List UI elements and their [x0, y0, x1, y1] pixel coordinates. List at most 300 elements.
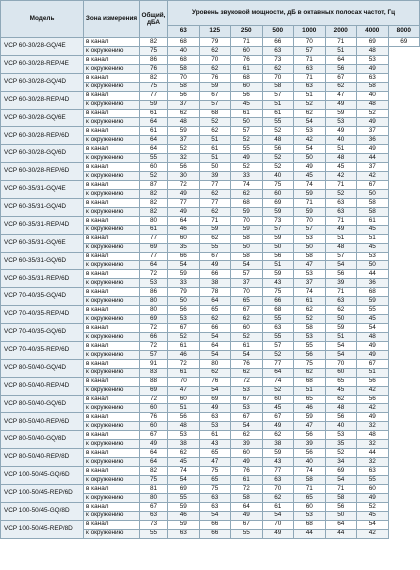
band-level-cell: 62 [168, 109, 200, 118]
band-level-cell: 77 [262, 359, 294, 368]
band-level-cell: 38 [168, 440, 200, 449]
band-level-cell: 73 [262, 55, 294, 64]
band-level-cell: 67 [231, 395, 263, 404]
band-level-cell: 62 [294, 368, 326, 377]
band-level-cell: 49 [325, 127, 357, 136]
model-name-cell: VCP 100-50/45-GQ/8D [1, 502, 84, 520]
table-row [1, 324, 420, 333]
band-level-cell: 42 [357, 404, 389, 413]
band-level-cell: 70 [199, 55, 231, 64]
total-level-cell: 91 [140, 359, 168, 368]
frequency-header-4000: 4000 [357, 26, 389, 38]
band-level-cell: 52 [199, 118, 231, 127]
table-header [1, 1, 420, 38]
band-level-cell: 56 [262, 145, 294, 154]
band-level-cell: 55 [168, 493, 200, 502]
band-level-cell: 52 [231, 163, 263, 172]
band-level-cell: 54 [262, 511, 294, 520]
total-level-cell: 81 [140, 484, 168, 493]
zone-cell: к окружению [84, 440, 140, 449]
table-row [1, 55, 420, 64]
total-level-cell: 73 [140, 520, 168, 529]
total-level-cell: 69 [140, 386, 168, 395]
table-row [1, 431, 420, 440]
band-level-cell: 69 [262, 198, 294, 207]
band-level-cell: 55 [231, 529, 263, 538]
total-level-cell: 80 [140, 216, 168, 225]
band-level-cell: 48 [357, 431, 389, 440]
total-level-cell: 67 [140, 431, 168, 440]
band-level-cell: 56 [294, 431, 326, 440]
table-row [1, 377, 420, 386]
band-level-cell: 42 [357, 529, 389, 538]
band-level-cell: 62 [199, 189, 231, 198]
band-level-cell: 35 [168, 243, 200, 252]
model-name-cell: VCP 60-35/31-GQ/6D [1, 252, 84, 270]
zone-cell: к окружению [84, 422, 140, 431]
band-level-cell: 65 [199, 306, 231, 315]
band-level-cell: 60 [294, 502, 326, 511]
band-level-cell: 55 [357, 475, 389, 484]
total-level-cell: 77 [140, 91, 168, 100]
band-level-cell: 56 [168, 306, 200, 315]
band-level-cell: 57 [231, 127, 263, 136]
band-level-cell: 38 [199, 279, 231, 288]
total-level-cell: 49 [140, 440, 168, 449]
band-level-cell: 44 [325, 529, 357, 538]
total-level-cell: 72 [140, 395, 168, 404]
band-level-cell: 56 [325, 502, 357, 511]
model-name-cell: VCP 80-50/40-GQ/6D [1, 395, 84, 413]
total-level-cell: 82 [140, 73, 168, 82]
band-level-cell: 53 [294, 332, 326, 341]
total-level-cell: 72 [140, 341, 168, 350]
band-level-cell: 45 [357, 225, 389, 234]
band-level-cell: 75 [294, 359, 326, 368]
band-level-cell: 51 [325, 145, 357, 154]
band-level-cell: 74 [168, 467, 200, 476]
band-level-cell: 48 [325, 154, 357, 163]
band-level-cell: 60 [357, 484, 389, 493]
model-name-cell: VCP 70-40/35-REP/4D [1, 306, 84, 324]
band-level-cell: 49 [357, 64, 389, 73]
band-level-cell: 71 [294, 484, 326, 493]
band-level-cell: 61 [199, 145, 231, 154]
band-level-cell: 63 [357, 467, 389, 476]
band-level-cell: 71 [199, 216, 231, 225]
table-row [1, 341, 420, 350]
band-level-cell: 40 [262, 172, 294, 181]
band-level-cell: 77 [168, 198, 200, 207]
band-level-cell: 53 [231, 404, 263, 413]
band-level-cell: 56 [325, 64, 357, 73]
band-level-cell: 54 [199, 511, 231, 520]
band-level-cell: 48 [168, 422, 200, 431]
band-level-cell: 45 [357, 315, 389, 324]
total-level-cell: 72 [140, 270, 168, 279]
band-level-cell: 67 [199, 252, 231, 261]
band-level-cell: 53 [294, 234, 326, 243]
band-level-cell: 67 [231, 306, 263, 315]
band-level-cell: 65 [199, 449, 231, 458]
band-level-cell: 32 [357, 440, 389, 449]
band-level-cell: 56 [168, 413, 200, 422]
band-level-cell: 57 [262, 91, 294, 100]
frequency-header-63: 63 [168, 26, 200, 38]
zone-cell: в канал [84, 163, 140, 172]
total-level-cell: 69 [140, 315, 168, 324]
band-level-cell: 58 [294, 324, 326, 333]
band-level-cell: 63 [325, 198, 357, 207]
band-level-cell: 55 [262, 332, 294, 341]
band-level-cell: 44 [357, 270, 389, 279]
band-level-cell: 54 [294, 145, 326, 154]
band-level-cell: 61 [231, 64, 263, 73]
band-level-cell: 73 [262, 216, 294, 225]
band-level-cell: 54 [168, 475, 200, 484]
band-level-cell: 64 [199, 341, 231, 350]
table-row [1, 163, 420, 172]
zone-cell: к окружению [84, 189, 140, 198]
band-level-cell: 50 [325, 511, 357, 520]
band-level-cell: 60 [262, 189, 294, 198]
band-level-cell: 62 [231, 431, 263, 440]
band-level-cell: 40 [357, 91, 389, 100]
table-body [1, 38, 420, 539]
band-level-cell: 48 [168, 118, 200, 127]
table-row [1, 109, 420, 118]
band-level-cell: 71 [325, 216, 357, 225]
band-level-cell: 50 [294, 154, 326, 163]
band-level-cell: 47 [294, 422, 326, 431]
zone-cell: в канал [84, 127, 140, 136]
band-level-cell: 49 [325, 100, 357, 109]
band-level-cell: 55 [294, 341, 326, 350]
band-level-cell: 56 [325, 270, 357, 279]
band-level-cell: 54 [325, 350, 357, 359]
band-level-cell: 58 [231, 493, 263, 502]
band-level-cell: 51 [168, 404, 200, 413]
total-level-cell: 53 [140, 279, 168, 288]
band-level-cell: 48 [262, 136, 294, 145]
band-level-cell: 64 [199, 297, 231, 306]
zone-cell: к окружению [84, 136, 140, 145]
zone-cell: в канал [84, 520, 140, 529]
band-level-cell: 79 [168, 288, 200, 297]
band-level-cell: 54 [357, 324, 389, 333]
total-level-cell: 64 [140, 261, 168, 270]
band-level-cell: 32 [168, 154, 200, 163]
band-level-cell: 50 [231, 243, 263, 252]
zone-cell: к окружению [84, 350, 140, 359]
band-level-cell: 51 [357, 368, 389, 377]
band-level-cell: 54 [231, 422, 263, 431]
model-name-cell: VCP 60-30/28-GQ/6D [1, 145, 84, 163]
band-level-cell: 49 [231, 458, 263, 467]
band-level-cell: 46 [294, 404, 326, 413]
band-level-cell: 53 [357, 55, 389, 64]
band-level-cell: 77 [262, 467, 294, 476]
band-level-cell: 52 [262, 127, 294, 136]
band-level-cell: 68 [199, 109, 231, 118]
band-level-cell: 54 [325, 341, 357, 350]
band-level-cell: 52 [168, 145, 200, 154]
total-level-cell: 75 [140, 82, 168, 91]
table-row [1, 395, 420, 404]
band-level-cell: 61 [231, 341, 263, 350]
zone-cell: к окружению [84, 493, 140, 502]
band-level-cell: 39 [231, 440, 263, 449]
band-level-cell: 33 [231, 172, 263, 181]
zone-cell: в канал [84, 484, 140, 493]
band-level-cell: 68 [168, 55, 200, 64]
band-level-cell: 51 [262, 261, 294, 270]
band-level-cell: 65 [325, 377, 357, 386]
band-level-cell: 70 [168, 73, 200, 82]
band-level-cell: 62 [294, 109, 326, 118]
band-level-cell: 48 [325, 404, 357, 413]
band-level-cell: 49 [325, 225, 357, 234]
band-level-cell: 49 [357, 413, 389, 422]
band-level-cell: 43 [262, 279, 294, 288]
total-level-cell: 61 [140, 109, 168, 118]
band-level-cell: 34 [325, 458, 357, 467]
band-level-cell: 33 [168, 279, 200, 288]
band-level-cell: 36 [357, 136, 389, 145]
band-level-cell: 66 [262, 38, 294, 47]
model-name-cell: VCP 60-35/31-GQ/4D [1, 198, 84, 216]
table-row [1, 502, 420, 511]
band-level-cell: 60 [231, 46, 263, 55]
band-level-cell: 61 [168, 368, 200, 377]
table-row [1, 306, 420, 315]
model-name-cell: VCP 80-50/40-GQ/4D [1, 359, 84, 377]
zone-cell: к окружению [84, 261, 140, 270]
band-level-cell: 63 [294, 64, 326, 73]
band-level-cell: 78 [199, 288, 231, 297]
band-level-cell: 56 [294, 449, 326, 458]
band-level-cell: 67 [357, 359, 389, 368]
model-name-cell: VCP 60-30/28-REP/4E [1, 55, 84, 73]
band-level-cell: 42 [294, 136, 326, 145]
band-level-cell: 71 [294, 198, 326, 207]
band-level-cell: 43 [199, 440, 231, 449]
band-level-cell: 59 [168, 127, 200, 136]
band-level-cell: 47 [168, 386, 200, 395]
band-level-cell: 37 [168, 136, 200, 145]
bands-group-header: Уровень звуковой мощности, дБ в октавных полосах частот, Гц [168, 1, 420, 26]
band-level-cell: 69 [388, 38, 420, 47]
band-level-cell: 76 [199, 377, 231, 386]
band-level-cell: 56 [168, 163, 200, 172]
band-level-cell: 64 [168, 216, 200, 225]
band-level-cell: 37 [294, 279, 326, 288]
band-level-cell: 37 [168, 100, 200, 109]
model-name-cell: VCP 60-35/31-REP/4D [1, 216, 84, 234]
model-name-cell: VCP 60-30/28-GQ/4D [1, 73, 84, 91]
band-level-cell: 70 [262, 520, 294, 529]
band-level-cell: 62 [325, 395, 357, 404]
band-level-cell: 66 [262, 297, 294, 306]
model-name-cell: VCP 60-30/28-REP/6D [1, 127, 84, 145]
band-level-cell: 65 [294, 493, 326, 502]
band-level-cell: 58 [357, 198, 389, 207]
total-level-cell: 75 [140, 475, 168, 484]
band-level-cell: 42 [357, 386, 389, 395]
band-level-cell: 52 [168, 332, 200, 341]
band-level-cell: 53 [325, 431, 357, 440]
zone-cell: в канал [84, 73, 140, 82]
band-level-cell: 54 [231, 261, 263, 270]
zone-cell: в канал [84, 431, 140, 440]
band-level-cell: 61 [262, 109, 294, 118]
band-level-cell: 53 [231, 386, 263, 395]
table-row [1, 127, 420, 136]
band-level-cell: 62 [168, 449, 200, 458]
band-level-cell: 58 [357, 207, 389, 216]
total-level-cell: 88 [140, 377, 168, 386]
zone-cell: в канал [84, 198, 140, 207]
table-row [1, 449, 420, 458]
band-level-cell: 40 [325, 136, 357, 145]
band-level-cell: 53 [325, 118, 357, 127]
model-name-cell: VCP 80-50/40-REP/4D [1, 377, 84, 395]
total-level-cell: 80 [140, 306, 168, 315]
band-level-cell: 74 [294, 467, 326, 476]
band-level-cell: 44 [357, 449, 389, 458]
band-level-cell: 65 [199, 475, 231, 484]
table-row [1, 234, 420, 243]
total-level-cell: 77 [140, 252, 168, 261]
table-row [1, 145, 420, 154]
band-level-cell: 50 [325, 315, 357, 324]
total-level-cell: 64 [140, 136, 168, 145]
band-level-cell: 54 [199, 332, 231, 341]
band-level-cell: 45 [357, 243, 389, 252]
band-level-cell: 52 [262, 386, 294, 395]
band-level-cell: 68 [168, 38, 200, 47]
band-level-cell: 68 [294, 520, 326, 529]
band-level-cell: 61 [357, 216, 389, 225]
band-level-cell: 70 [325, 359, 357, 368]
band-level-cell: 58 [168, 64, 200, 73]
band-level-cell: 53 [294, 270, 326, 279]
zone-cell: в канал [84, 341, 140, 350]
total-level-cell: 75 [140, 46, 168, 55]
band-level-cell: 60 [168, 395, 200, 404]
band-level-cell: 70 [168, 377, 200, 386]
zone-cell: к окружению [84, 315, 140, 324]
band-level-cell: 57 [294, 225, 326, 234]
zone-cell: к окружению [84, 458, 140, 467]
band-level-cell: 62 [325, 82, 357, 91]
band-level-cell: 64 [262, 368, 294, 377]
band-level-cell: 66 [168, 252, 200, 261]
band-level-cell: 52 [294, 100, 326, 109]
band-level-cell: 48 [357, 46, 389, 55]
zone-cell: в канал [84, 288, 140, 297]
total-level-cell: 82 [140, 198, 168, 207]
band-level-cell: 54 [325, 475, 357, 484]
band-level-cell: 54 [231, 350, 263, 359]
band-level-cell: 49 [357, 493, 389, 502]
band-level-cell: 75 [262, 181, 294, 190]
band-level-cell: 61 [199, 431, 231, 440]
band-level-cell: 49 [262, 422, 294, 431]
table-row [1, 38, 420, 47]
zone-cell: в канал [84, 306, 140, 315]
band-level-cell: 62 [262, 64, 294, 73]
zone-column-header: Зона измерения [84, 1, 140, 38]
band-level-cell: 37 [231, 279, 263, 288]
band-level-cell: 77 [199, 198, 231, 207]
band-level-cell: 66 [199, 520, 231, 529]
band-level-cell: 67 [168, 324, 200, 333]
band-level-cell: 53 [294, 511, 326, 520]
model-name-cell: VCP 70-40/35-GQ/4D [1, 288, 84, 306]
band-level-cell: 58 [357, 82, 389, 91]
band-level-cell: 50 [168, 297, 200, 306]
total-level-cell: 61 [140, 225, 168, 234]
table-row [1, 73, 420, 82]
band-level-cell: 50 [357, 261, 389, 270]
band-level-cell: 57 [325, 252, 357, 261]
model-name-cell: VCP 60-35/31-REP/6D [1, 270, 84, 288]
total-level-cell: 60 [140, 404, 168, 413]
band-level-cell: 72 [168, 359, 200, 368]
band-level-cell: 59 [325, 324, 357, 333]
band-level-cell: 65 [294, 395, 326, 404]
band-level-cell: 51 [325, 46, 357, 55]
band-level-cell: 57 [294, 46, 326, 55]
band-level-cell: 58 [294, 252, 326, 261]
band-level-cell: 52 [357, 109, 389, 118]
model-name-cell: VCP 60-35/31-GQ/4E [1, 181, 84, 199]
band-level-cell: 76 [231, 359, 263, 368]
band-level-cell: 71 [325, 484, 357, 493]
band-level-cell: 53 [199, 422, 231, 431]
zone-cell: к окружению [84, 297, 140, 306]
band-level-cell: 39 [199, 172, 231, 181]
band-level-cell: 71 [325, 38, 357, 47]
total-level-cell: 80 [140, 297, 168, 306]
total-level-cell: 55 [140, 154, 168, 163]
band-level-cell: 62 [199, 315, 231, 324]
band-level-cell: 63 [357, 73, 389, 82]
band-level-cell: 71 [325, 181, 357, 190]
zone-cell: в канал [84, 449, 140, 458]
band-level-cell: 53 [357, 252, 389, 261]
table-row [1, 216, 420, 225]
total-level-cell: 60 [140, 163, 168, 172]
band-level-cell: 59 [199, 82, 231, 91]
band-level-cell: 57 [231, 270, 263, 279]
band-level-cell: 62 [231, 315, 263, 324]
band-level-cell: 63 [199, 493, 231, 502]
table-row [1, 252, 420, 261]
model-name-cell: VCP 100-50/45-REP/8D [1, 520, 84, 538]
band-level-cell: 59 [168, 520, 200, 529]
band-level-cell: 40 [168, 46, 200, 55]
frequency-header-125: 125 [199, 26, 231, 38]
band-level-cell: 55 [262, 315, 294, 324]
band-level-cell: 62 [199, 368, 231, 377]
model-name-cell: VCP 70-40/35-REP/6D [1, 341, 84, 359]
band-level-cell: 54 [294, 118, 326, 127]
band-level-cell: 36 [357, 279, 389, 288]
band-level-cell: 80 [199, 359, 231, 368]
band-level-cell: 65 [231, 297, 263, 306]
